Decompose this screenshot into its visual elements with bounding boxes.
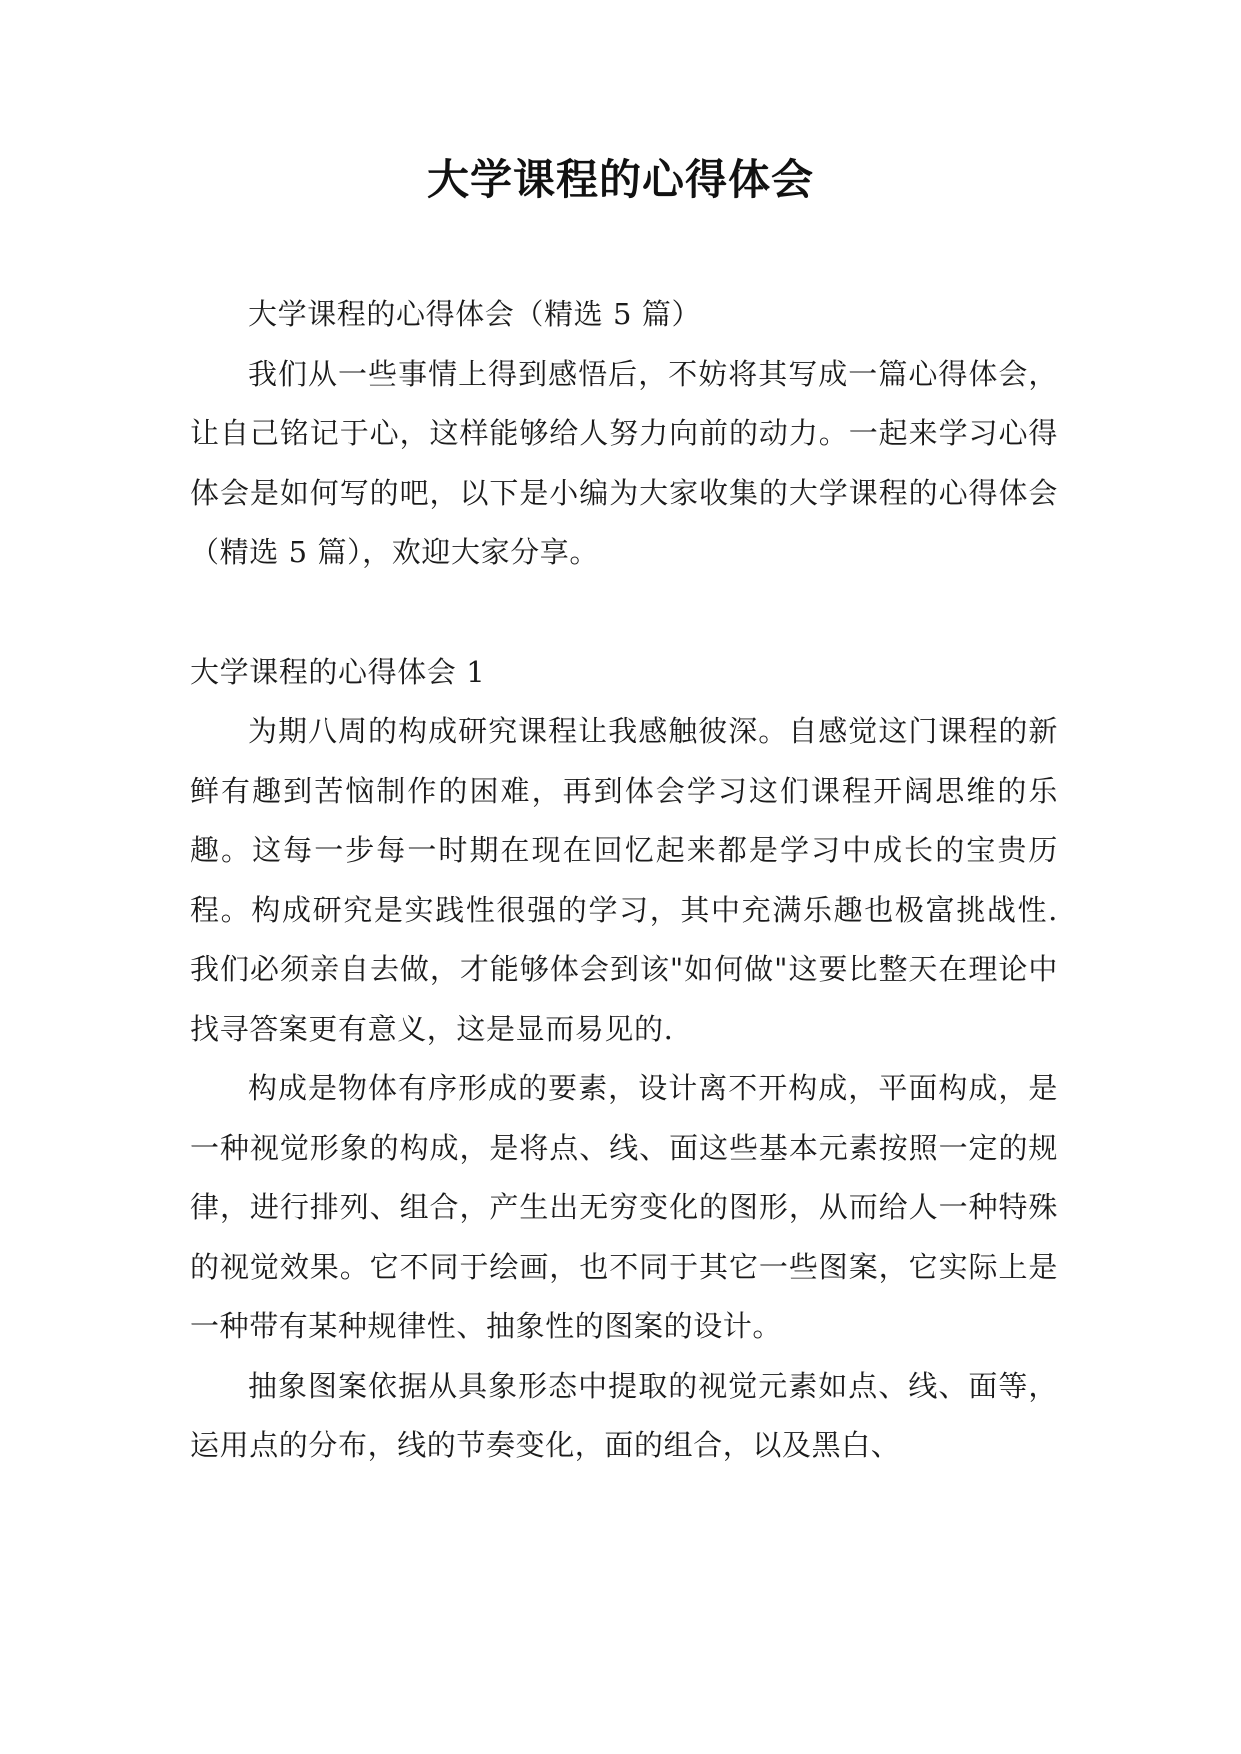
intro-paragraph: 我们从一些事情上得到感悟后，不妨将其写成一篇心得体会，让自己铭记于心，这样能够给人努力向前的动力。一起来学习心得体会是如何写的吧，以下是小编为大家收集的大学课程的心得体会（精选 5 篇），欢迎大家分享。 <box>190 356 1058 569</box>
body-paragraph: 抽象图案依据从具象形态中提取的视觉元素如点、线、面等，运用点的分布，线的节奏变化，面的组合，以及黑白、 <box>190 1368 1058 1462</box>
body-paragraph: 为期八周的构成研究课程让我感触彼深。自感觉这门课程的新鲜有趣到苦恼制作的困难，再到体会学习这们课程开阔思维的乐趣。这每一步每一时期在现在回忆起来都是学习中成长的宝贵历程。构成研究是实践性很强的学习，其中充满乐趣也极富挑战性.我们必须亲自去做，才能够体会到该"如何做"这要比整天在理论中找寻答案更有意义，这是显而易见的. <box>190 714 1058 1046</box>
document-subtitle: 大学课程的心得体会（精选 5 篇） <box>248 297 702 331</box>
document-body <box>190 285 1058 1476</box>
document-title: 大学课程的心得体会 <box>426 155 814 204</box>
section-heading: 大学课程的心得体会 1 <box>190 654 486 689</box>
body-paragraph: 构成是物体有序形成的要素，设计离不开构成，平面构成，是一种视觉形象的构成，是将点、线、面这些基本元素按照一定的规律，进行排列、组合，产生出无穷变化的图形，从而给人一种特殊的视觉效果。它不同于绘画，也不同于其它一些图案，它实际上是一种带有某种规律性、抽象性的图案的设计。 <box>190 1071 1058 1343</box>
